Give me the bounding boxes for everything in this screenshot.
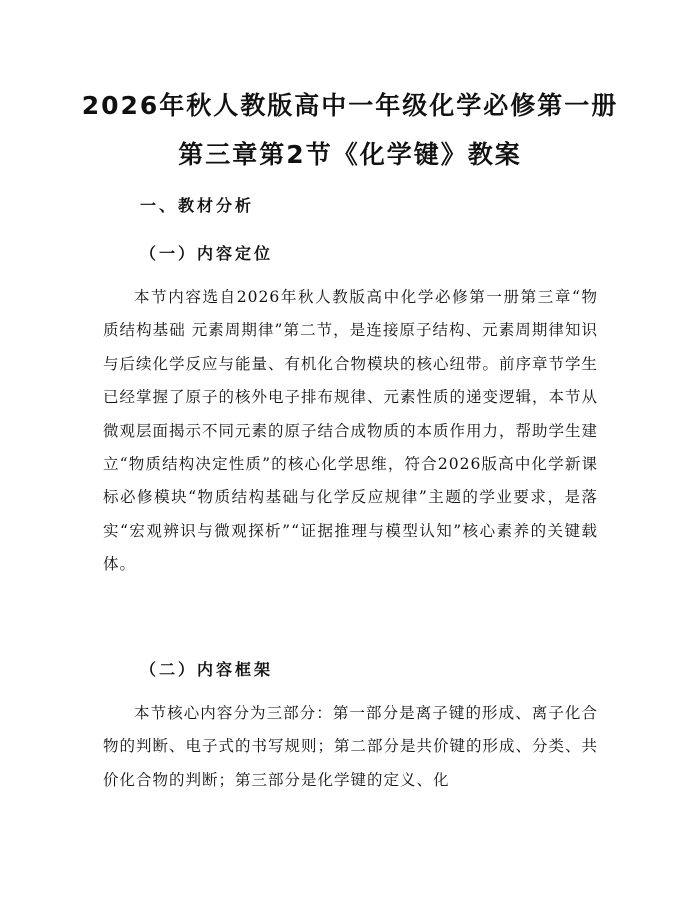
subsection-heading-content-framework: （二）内容框架	[140, 660, 274, 679]
document-title-line-2: 第三章第2节《化学键》教案	[178, 140, 522, 169]
section-heading-textbook-analysis: 一、教材分析	[140, 196, 255, 215]
subsection-heading-content-positioning: （一）内容定位	[140, 244, 274, 263]
paragraph-content-framework: 本节核心内容分为三部分：第一部分是离子键的形成、离子化合物的判断、电子式的书写规则；第二部分是共价键的形成、分类、共价化合物的判断；第三部分是化学键的定义、化	[103, 704, 599, 789]
paragraph-content-positioning: 本节内容选自2026年秋人教版高中化学必修第一册第三章“物质结构基础 元素周期律”第二节，是连接原子结构、元素周期律知识与后续化学反应与能量、有机化合物模块的核心纽带。前序章节学生已经掌握了原子的核外电子排布规律、元素性质的递变逻辑，本节从微观层面揭示不同元素的原子结合成物质的本质作用力，帮助学生建立“物质结构决定性质”的核心化学思维，符合2026版高中化学新课标必修模块“物质结构基础与化学反应规律”主题的学业要求，是落实“宏观辨识与微观探析”“证据推理与模型认知”核心素养的关键载体。	[103, 288, 599, 574]
document-title-line-1: 2026年秋人教版高中一年级化学必修第一册	[81, 91, 619, 120]
